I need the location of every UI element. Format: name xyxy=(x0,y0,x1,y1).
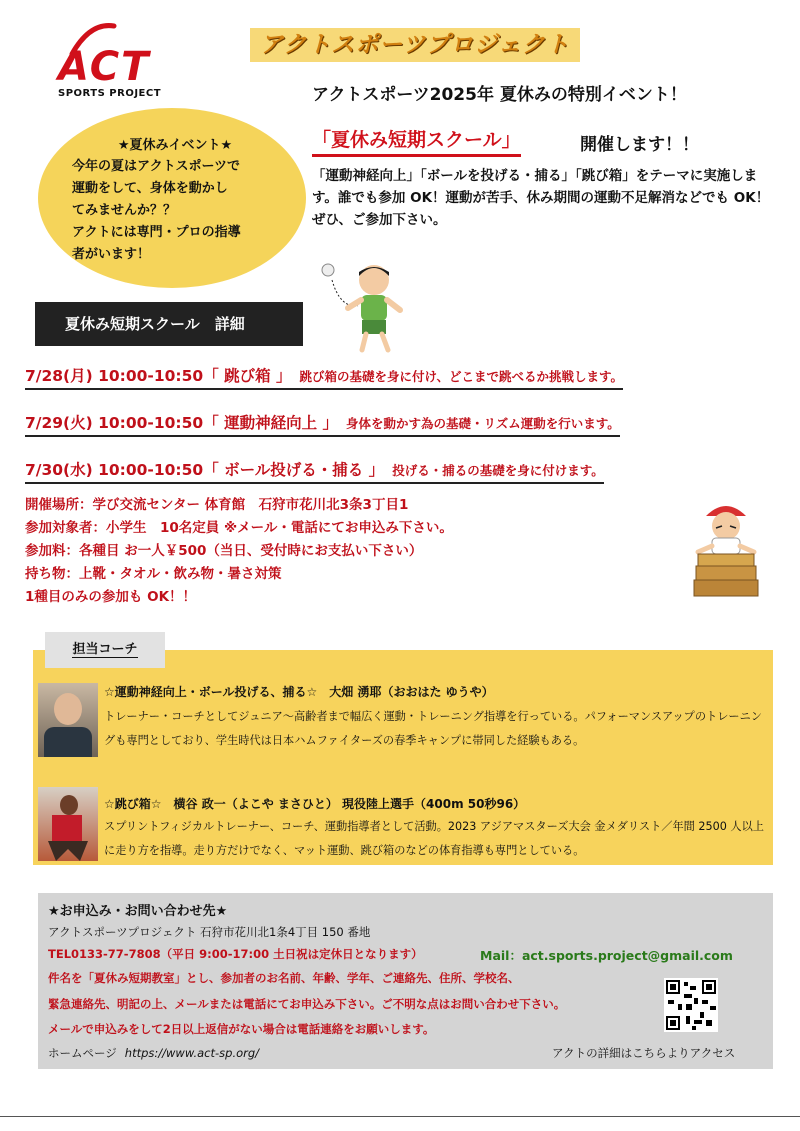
homepage-label: ホームページ xyxy=(48,1046,117,1060)
promo-line: 今年の夏はアクトスポーツで xyxy=(72,159,240,174)
brand-title: アクトスポーツプロジェクト xyxy=(250,28,580,62)
promo-oval-text xyxy=(72,156,302,266)
homepage-line xyxy=(48,1045,259,1061)
photo-legs xyxy=(48,841,88,861)
bottom-divider xyxy=(0,1116,800,1117)
contact-note: 緊急連絡先、明記の上、メールまたは電話にてお申込み下さい。ご不明な点はお問い合わせ下さい。 xyxy=(48,997,566,1011)
event-headline: アクトスポーツ2025年 夏休みの特別イベント！ xyxy=(312,85,687,105)
schedule-main: 7/28(月) 10:00-10:50「 跳び箱 」 xyxy=(25,367,292,385)
coach-name: ☆運動神経向上・ボール投げる、捕る☆ 大畑 湧耶（おおはた ゆうや） xyxy=(104,685,494,699)
photo-body xyxy=(52,815,82,841)
info-single-ok: 1種目のみの参加も OK！！ xyxy=(25,589,197,605)
info-venue: 開催場所：学び交流センター 体育館 石狩市花川北3条3丁目1 xyxy=(25,497,409,513)
coach-section-label: 担当コーチ xyxy=(72,642,138,657)
schedule-row xyxy=(25,364,623,390)
vaulting-box-kid-illustration xyxy=(690,498,762,598)
photo-body xyxy=(44,727,92,757)
photo-face xyxy=(60,795,78,815)
homepage-link[interactable]: https://www.act-sp.org/ xyxy=(124,1046,260,1060)
event-info xyxy=(25,494,453,609)
contact-title: ★お申込み・お問い合わせ先★ xyxy=(48,904,228,919)
contact-phone[interactable]: TEL0133-77-7808（平日 9:00-17:00 土日祝は定休日となります） xyxy=(48,947,423,961)
coach-name: ☆跳び箱☆ 横谷 政一（よこや まさひと） 現役陸上選手（400m 50秒96） xyxy=(104,797,526,811)
contact-address: アクトスポーツプロジェクト 石狩市花川北1条4丁目 150 番地 xyxy=(48,925,371,939)
coach-description: スプリントフィジカルトレーナー、コーチ、運動指導者として活動。2023 アジアマスターズ大会 金メダリスト／年間 2500 人以上に走り方を指導。走り方だけでなく、マット運動、跳び箱のなどの体育指導も専門としている。 xyxy=(104,820,764,857)
school-title-suffix: 開催します！！ xyxy=(580,135,699,155)
schedule-main: 7/30(水) 10:00-10:50「 ボール投げる・捕る 」 xyxy=(25,461,385,479)
promo-line: てみませんか？？ xyxy=(72,203,177,218)
school-title: 「夏休み短期スクール」 xyxy=(312,125,521,157)
coach-photo-ohata xyxy=(38,683,98,757)
schedule-row xyxy=(25,411,620,437)
contact-note: 件名を「夏休み短期教室」とし、参加者のお名前、年齢、学年、ご連絡先、住所、学校名、 xyxy=(48,971,520,985)
info-belongings: 持ち物：上靴・タオル・飲み物・暑さ対策 xyxy=(25,566,282,582)
intro-text: 「運動神経向上」「ボールを投げる・捕る」「跳び箱」をテーマに実施します。誰でも参加 OK！運動が苦手、休み期間の運動不足解消などでも OK！ぜひ、ご参加下さい。 xyxy=(312,168,770,228)
schedule-desc: 跳び箱の基礎を身に付け、どこまで跳べるか挑戦します。 xyxy=(299,369,623,384)
schedule-desc: 投げる・捕るの基礎を身に付けます。 xyxy=(392,463,604,478)
photo-face xyxy=(54,693,82,725)
logo-subtitle: SPORTS PROJECT xyxy=(58,88,162,99)
promo-line: 者がいます！ xyxy=(72,247,151,262)
info-eligibility: 参加対象者：小学生 10名定員 ※メール・電話にてお申込み下さい。 xyxy=(25,520,453,536)
info-fee: 参加料：各種目 お一人￥500（当日、受付時にお支払い下さい） xyxy=(25,543,423,559)
schedule-main: 7/29(火) 10:00-10:50「 運動神経向上 」 xyxy=(25,414,338,432)
qr-caption: アクトの詳細はこちらよりアクセス xyxy=(552,1046,736,1060)
logo-text: ACT xyxy=(58,44,151,90)
contact-email[interactable]: Mail：act.sports.project@gmail.com xyxy=(480,948,733,963)
details-header: 夏休み短期スクール 詳細 xyxy=(35,302,303,346)
act-logo xyxy=(50,20,170,100)
promo-line: アクトには専門・プロの指導 xyxy=(72,225,241,240)
promo-oval-title: ★夏休みイベント★ xyxy=(117,138,233,153)
qr-code-icon[interactable] xyxy=(664,978,718,1032)
promo-line: 運動をして、身体を動かし xyxy=(72,181,228,196)
coach-photo-yokoya xyxy=(38,787,98,861)
schedule-row xyxy=(25,458,604,484)
coach-description: トレーナー・コーチとしてジュニア～高齢者まで幅広く運動・トレーニング指導を行っている。パフォーマンスアップのトレーニングも専門としており、学生時代は日本ハムファイターズの春季キャンプに帯同した経験もある。 xyxy=(104,710,762,747)
coach-section-tab xyxy=(45,632,165,668)
contact-note: メールで申込みをして2日以上返信がない場合は電話連絡をお願いします。 xyxy=(48,1022,435,1036)
schedule-desc: 身体を動かす為の基礎・リズム運動を行います。 xyxy=(345,416,620,431)
ball-throwing-kid-illustration xyxy=(318,258,408,353)
